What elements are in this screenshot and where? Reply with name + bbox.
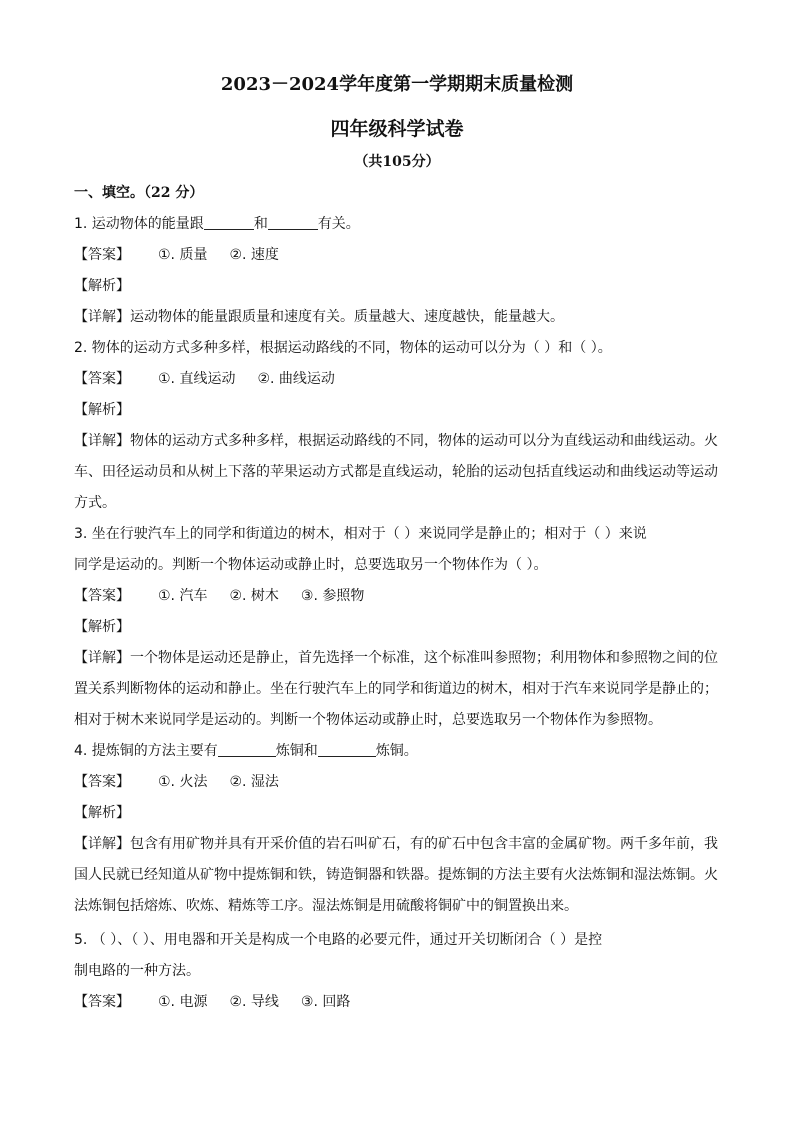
question-4-text-c: 炼铜。	[375, 743, 418, 759]
question-5-cont: 制电路的一种方法。	[74, 963, 200, 979]
answer-label: 【答案】	[74, 247, 130, 263]
answer-option: ③. 回路	[300, 994, 351, 1010]
detail-text: 车、田径运动员和从树上下落的苹果运动方式都是直线运动，轮胎的运动包括直线运动和曲线运动等运动	[74, 464, 718, 480]
question-3-detail	[74, 643, 724, 674]
answer-blank	[218, 742, 276, 757]
detail-text: 法炼铜包括熔炼、吹炼、精炼等工序。湿法炼铜是用硫酸将铜矿中的铜置换出来。	[74, 898, 578, 914]
question-1-text-c: 有关。	[317, 216, 360, 232]
answer-option: ②. 树木	[229, 588, 279, 604]
analysis-label: 【解析】	[74, 805, 130, 821]
detail-text: 置关系判断物体的运动和静止。坐在行驶汽车上的同学和街道边的树木，相对于汽车来说同学是静止的；	[74, 681, 718, 697]
answer-option: ①. 质量	[158, 247, 208, 263]
detail-label: 【详解】	[74, 650, 130, 666]
detail-text: 一个物体是运动还是静止，首先选择一个标准，这个标准叫参照物；利用物体和参照物之间的位	[130, 650, 718, 666]
section-heading: 一、填空。（22 分）	[74, 185, 204, 201]
question-5-answer	[74, 987, 724, 1018]
analysis-label: 【解析】	[74, 402, 130, 418]
answer-blank	[268, 215, 318, 230]
detail-text: 包含有用矿物并具有开采价值的岩石叫矿石，有的矿石中包含丰富的金属矿物。两千多年前，我	[130, 836, 718, 852]
answer-label: 【答案】	[74, 774, 130, 790]
total-score: （共105分）	[354, 154, 440, 170]
detail-text: 相对于树木来说同学是运动的。判断一个物体运动或静止时，总要选取另一个物体作为参照物。	[74, 712, 662, 728]
answer-option: ②. 导线	[229, 994, 279, 1010]
question-2-answer	[74, 364, 724, 395]
question-4-answer	[74, 767, 724, 798]
detail-text: 物体的运动方式多种多样，根据运动路线的不同，物体的运动可以分为直线运动和曲线运动。火	[130, 433, 718, 449]
answer-option: ②. 速度	[229, 247, 279, 263]
answer-label: 【答案】	[74, 588, 130, 604]
question-1-answer	[74, 240, 724, 271]
answer-option: ②. 湿法	[229, 774, 279, 790]
answer-label: 【答案】	[74, 371, 130, 387]
answer-option: ①. 火法	[158, 774, 208, 790]
question-1-text-b: 和	[253, 216, 268, 232]
question-4-detail	[74, 829, 724, 860]
analysis-label: 【解析】	[74, 619, 130, 635]
answer-option: ②. 曲线运动	[257, 371, 335, 387]
detail-text: 国人民就已经知道从矿物中提炼铜和铁，铸造铜器和铁器。提炼铜的方法主要有火法炼铜和湿法炼铜。火	[74, 867, 718, 883]
answer-option: ①. 汽车	[158, 588, 208, 604]
question-1	[74, 209, 724, 240]
question-2-detail	[74, 426, 724, 457]
question-3-cont: 同学是运动的。判断一个物体运动或静止时，总要选取另一个物体作为（ ）。	[74, 557, 548, 573]
question-1-text-a: 1. 运动物体的能量跟	[74, 216, 204, 232]
question-3-answer	[74, 581, 724, 612]
detail-text: 方式。	[74, 495, 116, 511]
analysis-label: 【解析】	[74, 278, 130, 294]
detail-label: 【详解】	[74, 433, 130, 449]
answer-blank	[318, 742, 376, 757]
question-3: 3. 坐在行驶汽车上的同学和街道边的树木，相对于（ ）来说同学是静止的；相对于（ ）来说	[74, 526, 647, 542]
answer-option: ①. 直线运动	[158, 371, 236, 387]
question-2: 2. 物体的运动方式多种多样，根据运动路线的不同，物体的运动可以分为（ ）和（ ）。	[74, 340, 612, 356]
question-5: 5. （ ）、（ ）、用电器和开关是构成一个电路的必要元件，通过开关切断闭合（ ）是控	[74, 932, 603, 948]
detail-label: 【详解】	[74, 836, 130, 852]
detail-text: 运动物体的能量跟质量和速度有关。质量越大、速度越快，能量越大。	[130, 309, 564, 325]
question-4-text-b: 炼铜和	[275, 743, 318, 759]
question-4	[74, 736, 724, 767]
answer-option: ①. 电源	[158, 994, 208, 1010]
exam-subtitle: 四年级科学试卷	[330, 118, 464, 140]
answer-label: 【答案】	[74, 994, 130, 1010]
question-1-detail	[74, 302, 724, 333]
question-4-text-a: 4. 提炼铜的方法主要有	[74, 743, 218, 759]
answer-option: ③. 参照物	[300, 588, 365, 604]
answer-blank	[204, 215, 254, 230]
exam-title: 2023－2024学年度第一学期期末质量检测	[220, 74, 574, 95]
detail-label: 【详解】	[74, 309, 130, 325]
